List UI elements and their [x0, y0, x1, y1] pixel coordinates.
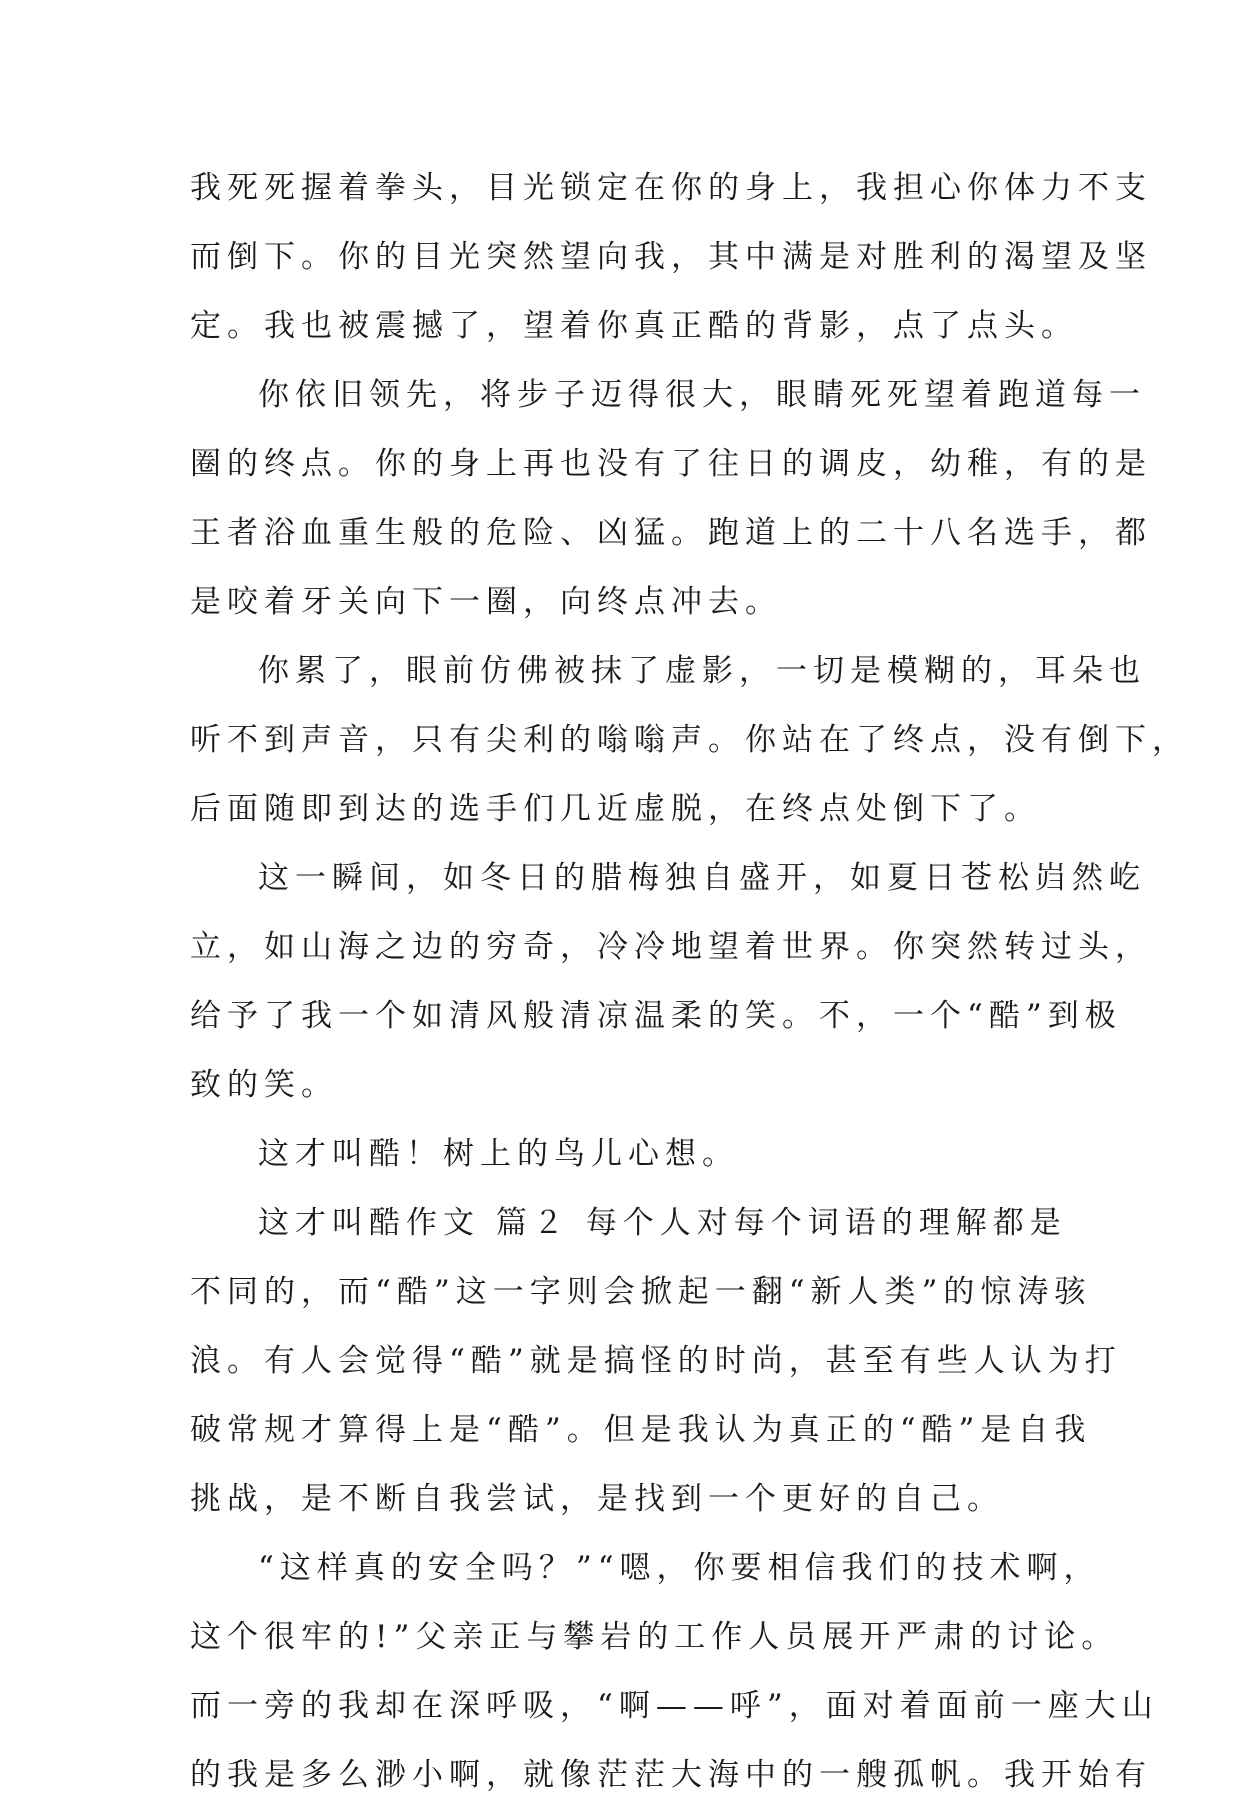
- text-line: 而一旁的我却在深呼吸，“啊——呼”，面对着面前一座大山: [190, 1688, 1159, 1724]
- text-line: 的我是多么渺小啊，就像茫茫大海中的一艘孤帆。我开始有: [190, 1757, 1152, 1793]
- paragraph: [190, 154, 1152, 361]
- text-line: 这才叫酷作文 篇２ 每个人对每个词语的理解都是: [258, 1205, 1067, 1241]
- text-line: 听不到声音，只有尖利的嗡嗡声。你站在了终点，没有倒下，: [190, 722, 1189, 758]
- text-line: “这样真的安全吗？”“嗯，你要相信我们的技术啊，: [258, 1550, 1101, 1586]
- text-line: 是咬着牙关向下一圈，向终点冲去。: [190, 584, 782, 620]
- text-line: 后面随即到达的选手们几近虚脱，在终点处倒下了。: [190, 791, 1041, 827]
- text-line: 给予了我一个如清风般清凉温柔的笑。不，一个“酷”到极: [190, 998, 1122, 1034]
- text-line: 我死死握着拳头，目光锁定在你的身上，我担心你体力不支: [190, 170, 1152, 206]
- text-line: 浪。有人会觉得“酷”就是搞怪的时尚，甚至有些人认为打: [190, 1343, 1122, 1379]
- text-line: 定。我也被震撼了，望着你真正酷的背影，点了点头。: [190, 308, 1078, 344]
- text-line: 破常规才算得上是“酷”。但是我认为真正的“酷”是自我: [190, 1412, 1092, 1448]
- text-line: 王者浴血重生般的危险、凶猛。跑道上的二十八名选手，都: [190, 515, 1152, 551]
- text-line: 不同的，而“酷”这一字则会掀起一翻“新人类”的惊涛骇: [190, 1274, 1092, 1310]
- text-line: 而倒下。你的目光突然望向我，其中满是对胜利的渴望及坚: [190, 239, 1152, 275]
- text-line: 挑战，是不断自我尝试，是找到一个更好的自己。: [190, 1481, 1004, 1517]
- text-line: 这一瞬间，如冬日的腊梅独自盛开，如夏日苍松岿然屹: [258, 860, 1146, 896]
- text-line: 你累了，眼前仿佛被抹了虚影，一切是模糊的，耳朵也: [258, 653, 1146, 689]
- paragraph: [190, 844, 1152, 1120]
- text-line: 圈的终点。你的身上再也没有了往日的调皮，幼稚，有的是: [190, 446, 1152, 482]
- text-line: 你依旧领先，将步子迈得很大，眼睛死死望着跑道每一: [258, 377, 1146, 413]
- text-line: 这个很牢的!”父亲正与攀岩的工作人员展开严肃的讨论。: [190, 1619, 1119, 1655]
- paragraph: [190, 1120, 1060, 1189]
- text-line: 这才叫酷！树上的鸟儿心想。: [258, 1136, 739, 1172]
- paragraph: [190, 361, 1152, 637]
- paragraph: [190, 637, 1189, 844]
- body-text: [190, 154, 1189, 1810]
- paragraph: [190, 1189, 1122, 1534]
- text-line: 立，如山海之边的穷奇，冷冷地望着世界。你突然转过头，: [190, 929, 1152, 965]
- text-line: 致的笑。: [190, 1067, 338, 1103]
- paragraph: [190, 1534, 1159, 1810]
